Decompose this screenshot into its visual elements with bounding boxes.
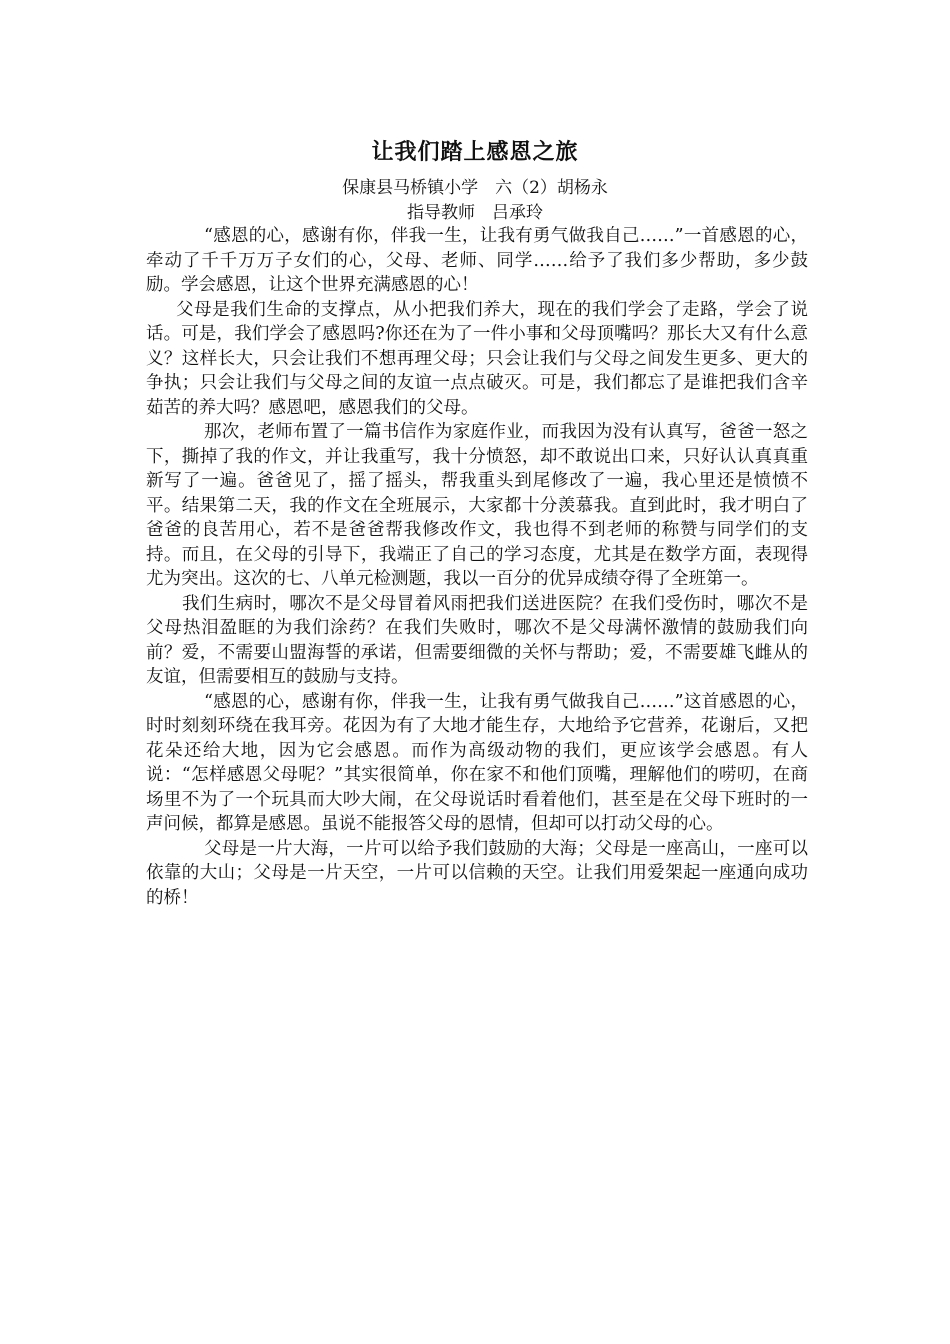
- paragraph-3: 那次，老师布置了一篇书信作为家庭作业，而我因为没有认真写，爸爸一怒之下，撕掉了我的作文，并让我重写，我十分愤怒，却不敢说出口来，只好认认真真重新写了一遍。爸爸见了，摇了摇头，帮我重头到尾修改了一遍，我心里还是愤愤不平。结果第二天，我的作文在全班展示，大家都十分羡慕我。直到此时，我才明白了爸爸的良苦用心，若不是爸爸帮我修改作文，我也得不到老师的称赞与同学们的支持。而且，在父母的引导下，我端正了自己的学习态度，尤其是在数学方面，表现得尤为突出。这次的七、八单元检测题，我以一百分的优异成绩夺得了全班第一。: [146, 422, 808, 589]
- paragraph-4: 我们生病时，哪次不是父母冒着风雨把我们送进医院？在我们受伤时，哪次不是父母热泪盈眶的为我们涂药？在我们失败时，哪次不是父母满怀激情的鼓励我们向前？爱，不需要山盟海誓的承诺，但需要细微的关怀与帮助；爱，不需要雄飞雌从的友谊，但需要相互的鼓励与支持。: [146, 593, 808, 687]
- teacher-line: 指导教师 吕承玲: [407, 203, 543, 223]
- document-body: [146, 224, 808, 910]
- paragraph-2: 父母是我们生命的支撑点，从小把我们养大，现在的我们学会了走路，学会了说话。可是，我们学会了感恩吗?你还在为了一件小事和父母顶嘴吗？那长大又有什么意义？这样长大，只会让我们不想再理父母；只会让我们与父母之间发生更多、更大的争执；只会让我们与父母之间的友谊一点点破灭。可是，我们都忘了是谁把我们含辛茹苦的养大吗？感恩吧，感恩我们的父母。: [146, 299, 808, 418]
- paragraph-5: “感恩的心，感谢有你，伴我一生，让我有勇气做我自己……”这首感恩的心，时时刻刻环绕在我耳旁。花因为有了大地才能生存，大地给予它营养，花谢后，又把花朵还给大地，因为它会感恩。而作为高级动物的我们，更应该学会感恩。有人说：“怎样感恩父母呢？”其实很简单，你在家不和他们顶嘴，理解他们的唠叨，在商场里不为了一个玩具而大吵大闹，在父母说话时看着他们，甚至是在父母下班时的一声问候，都算是感恩。虽说不能报答父母的恩情，但却可以打动父母的心。: [146, 691, 808, 834]
- document-header: [0, 138, 950, 226]
- author-line: 保康县马桥镇小学 六（2）胡杨永: [342, 178, 608, 198]
- document-title: 让我们踏上感恩之旅: [371, 140, 579, 165]
- paragraph-6: 父母是一片大海，一片可以给予我们鼓励的大海；父母是一座高山，一座可以依靠的大山；父母是一片天空，一片可以信赖的天空。让我们用爱架起一座通向成功的桥！: [146, 838, 808, 908]
- paragraph-1: “感恩的心，感谢有你，伴我一生，让我有勇气做我自己……”一首感恩的心，牵动了千千万万子女们的心，父母、老师、同学……给予了我们多少帮助，多少鼓励。学会感恩，让这个世界充满感恩的心！: [146, 226, 808, 295]
